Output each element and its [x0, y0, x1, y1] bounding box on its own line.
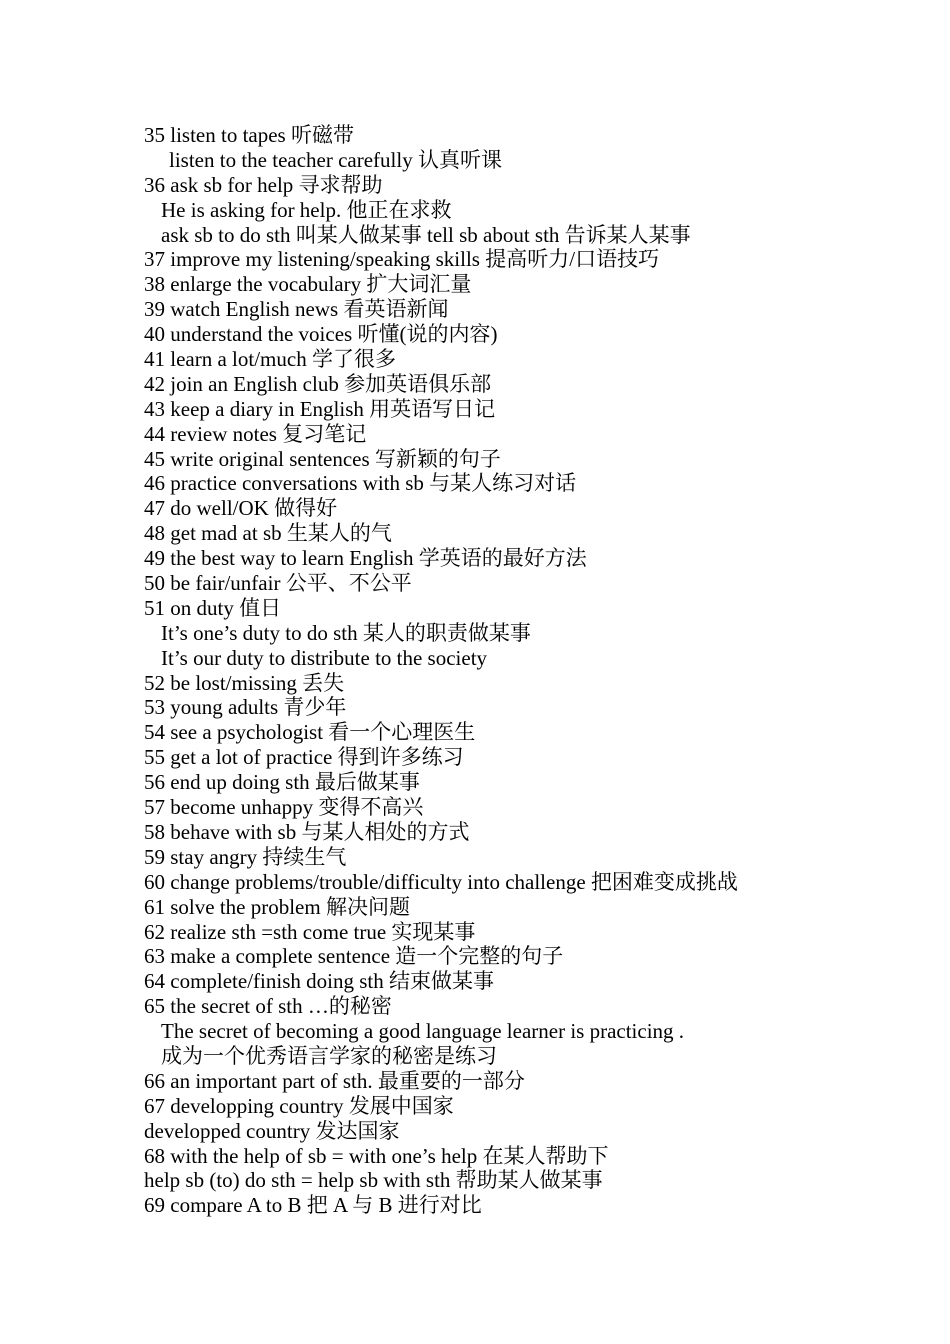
text-line: 63 make a complete sentence 造一个完整的句子	[144, 944, 564, 969]
text-line: 50 be fair/unfair 公平、不公平	[144, 571, 412, 596]
text-line: The secret of becoming a good language learner is practicing .	[161, 1019, 685, 1044]
text-line: 37 improve my listening/speaking skills 提高听力/口语技巧	[144, 247, 660, 272]
text-line: 64 complete/finish doing sth 结束做某事	[144, 969, 494, 994]
text-line: 56 end up doing sth 最后做某事	[144, 770, 420, 795]
text-line: listen to the teacher carefully 认真听课	[169, 147, 502, 172]
text-line: 35 listen to tapes 听磁带	[144, 123, 354, 147]
text-line: 53 young adults 青少年	[144, 695, 347, 720]
text-line: 60 change problems/trouble/difficulty into challenge 把困难变成挑战	[144, 869, 738, 894]
text-line: 成为一个优秀语言学家的秘密是练习	[161, 1043, 497, 1068]
text-line: 51 on duty 值日	[144, 595, 282, 620]
text-line: 38 enlarge the vocabulary 扩大词汇量	[144, 272, 472, 297]
text-line: 65 the secret of sth …的秘密	[144, 994, 392, 1019]
text-line: 49 the best way to learn English 学英语的最好方法	[144, 546, 587, 571]
text-line: ask sb to do sth 叫某人做某事 tell sb about sth 告诉某人某事	[161, 222, 691, 247]
text-line: 55 get a lot of practice 得到许多练习	[144, 745, 464, 770]
text-line: 61 solve the problem 解决问题	[144, 894, 410, 919]
text-line: 40 understand the voices 听懂(说的内容)	[144, 322, 498, 347]
text-line: 44 review notes 复习笔记	[144, 421, 367, 446]
text-line: It’s our duty to distribute to the society	[161, 645, 488, 670]
text-line: 69 compare A to B 把 A 与 B 进行对比	[144, 1193, 482, 1218]
text-line: 36 ask sb for help 寻求帮助	[144, 172, 383, 197]
text-line: 48 get mad at sb 生某人的气	[144, 521, 392, 546]
document-page	[144, 123, 904, 1218]
text-line: 58 behave with sb 与某人相处的方式	[144, 819, 470, 844]
text-line: 57 become unhappy 变得不高兴	[144, 795, 424, 820]
text-line: It’s one’s duty to do sth 某人的职责做某事	[161, 620, 531, 645]
text-line: 46 practice conversations with sb 与某人练习对话	[144, 471, 577, 496]
text-line: 62 realize sth =sth come true 实现某事	[144, 919, 476, 944]
text-line: He is asking for help. 他正在求救	[161, 197, 452, 222]
text-line: 39 watch English news 看英语新闻	[144, 297, 449, 322]
text-line: 54 see a psychologist 看一个心理医生	[144, 720, 476, 745]
text-line: 66 an important part of sth. 最重要的一部分	[144, 1068, 525, 1093]
text-line: 43 keep a diary in English 用英语写日记	[144, 396, 496, 421]
text-line: 45 write original sentences 写新颖的句子	[144, 446, 501, 471]
text-line: developped country 发达国家	[144, 1118, 400, 1143]
text-line: 52 be lost/missing 丢失	[144, 670, 345, 695]
text-line: 41 learn a lot/much 学了很多	[144, 347, 396, 372]
text-line: help sb (to) do sth = help sb with sth 帮助某人做某事	[144, 1168, 603, 1193]
text-line: 67 developping country 发展中国家	[144, 1093, 454, 1118]
text-line: 68 with the help of sb = with one’s help 在某人帮助下	[144, 1143, 609, 1168]
text-line: 47 do well/OK 做得好	[144, 496, 338, 521]
text-line: 42 join an English club 参加英语俱乐部	[144, 371, 492, 396]
text-line: 59 stay angry 持续生气	[144, 844, 347, 869]
